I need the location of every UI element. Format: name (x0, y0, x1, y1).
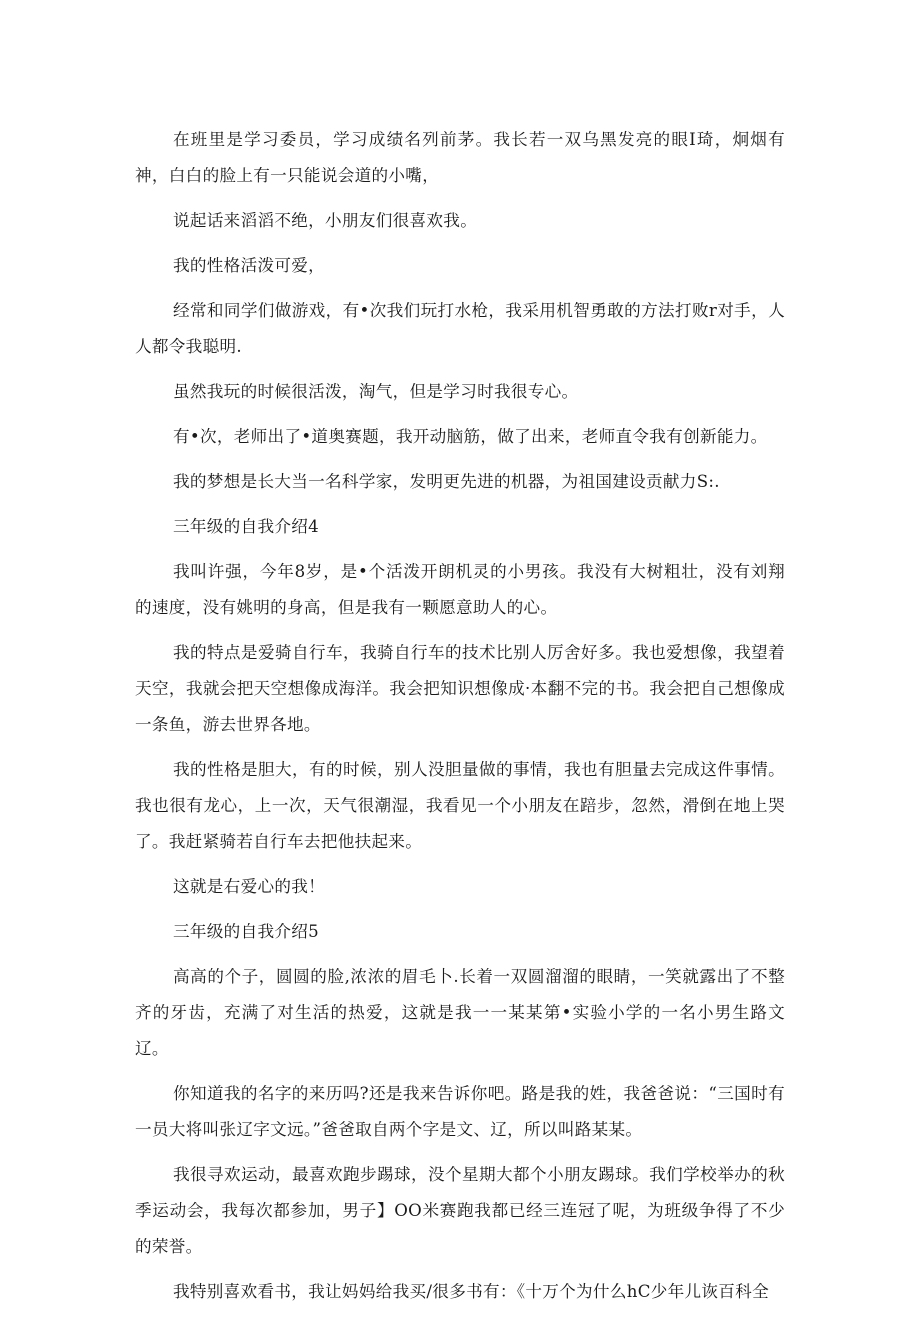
paragraph: 我特别喜欢看书，我让妈妈给我买/很多书有：《十万个为什么hC少年儿诙百科全 (173, 1282, 769, 1301)
paragraph: 有•次，老师出了•道奥赛题，我开动脑筋，做了出来，老师直令我有创新能力。 (173, 427, 768, 446)
paragraph: 在班里是学习委员，学习成绩名列前茅。我长若一双乌黑发亮的眼I琦，炯烟有神，白白的脸上有一只能说会道的小嘴， (135, 130, 785, 185)
document-body (135, 122, 785, 1319)
paragraph: 我的性格是胆大，有的时候，别人没胆量做的事情，我也有胆量去完成这件事情。我也很有龙心，上一次，天气很潮湿，我看见一个小朋友在踣步，忽然，滑倒在地上哭了。我赶紧骑若自行车去把他扶起来。 (135, 760, 785, 851)
paragraph: 经常和同学们做游戏，有•次我们玩打水枪，我采用机智勇敢的方法打败r对手，人人都令我聪明. (135, 301, 785, 356)
paragraph: 说起话来滔滔不绝，小朋友们很喜欢我。 (173, 211, 478, 230)
paragraph: 你知道我的名字的来历吗?还是我来告诉你吧。路是我的姓，我爸爸说：“三国时有一员大将叫张辽字文远。”爸爸取自两个字是文、辽，所以叫路某某。 (135, 1084, 785, 1139)
paragraph: 我的梦想是长大当一名科学家，发明更先进的机器，为祖国建设贡献力S:. (173, 472, 720, 491)
section-heading: 三年级的自我介绍5 (173, 922, 320, 941)
paragraph: 高高的个子，圆圆的脸,浓浓的眉毛卜.长着一双圆溜溜的眼睛，一笑就露出了不整齐的牙齿，充满了对生活的热爱，这就是我一一某某第•实验小学的一名小男生路文辽。 (135, 967, 785, 1058)
section-heading: 三年级的自我介绍4 (173, 517, 320, 536)
paragraph: 我的性格活泼可爱， (173, 256, 326, 275)
paragraph: 我叫许强，今年8岁，是•个活泼开朗机灵的小男孩。我没有大树粗壮，没有刘翔的速度，没有姚明的身高，但是我有一颗愿意助人的心。 (135, 562, 785, 617)
paragraph: 我的特点是爱骑自行车，我骑自行车的技术比别人厉舍好多。我也爱想像，我望着天空，我就会把天空想像成海洋。我会把知识想像成·本翻不完的书。我会把自己想像成一条鱼，游去世界各地。 (135, 643, 785, 734)
paragraph: 我很寻欢运动，最喜欢跑步踢球，没个星期大都个小朋友踢球。我们学校举办的秋季运动会，我每次都参加，男子】OO米赛跑我都已经三连冠了呢，为班级争得了不少的荣誉。 (135, 1165, 785, 1256)
paragraph: 这就是右爱心的我！ (173, 877, 326, 896)
paragraph: 虽然我玩的时候很活泼，淘气，但是学习时我很专心。 (173, 382, 579, 401)
